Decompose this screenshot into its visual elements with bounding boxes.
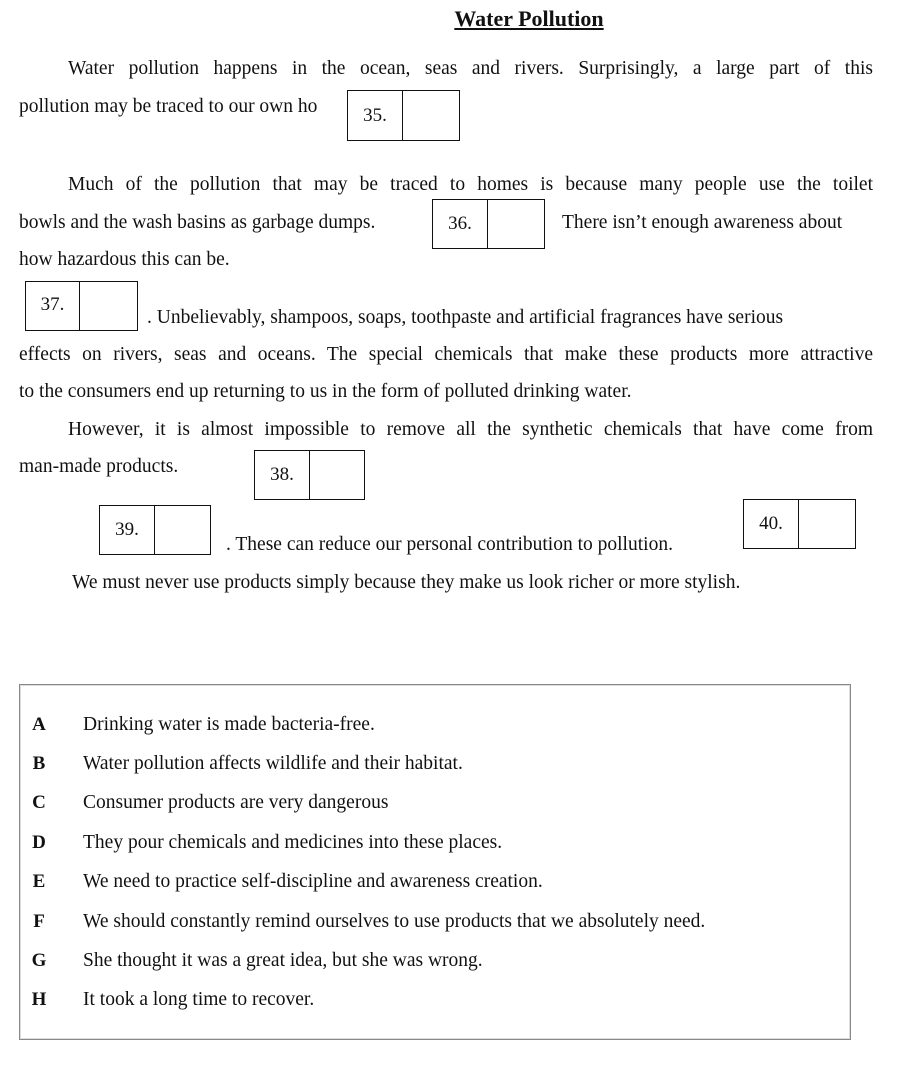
paragraph-2-line-2b: There isn’t enough awareness about xyxy=(562,212,843,233)
gap-number: 35. xyxy=(348,91,403,140)
answer-options-box xyxy=(19,684,851,1040)
option-d xyxy=(20,831,502,855)
option-h xyxy=(20,988,314,1012)
paragraph-1-line-2: pollution may be traced to our own ho xyxy=(19,96,318,117)
option-text: She thought it was a great idea, but she was wrong. xyxy=(83,950,483,971)
option-letter: F xyxy=(33,911,45,932)
paragraph-4-line-2: man-made products. xyxy=(19,456,179,477)
paragraph-2-line-1: Much of the pollution that may be traced to homes is because many people use the toilet xyxy=(68,174,873,195)
gap-number: 40. xyxy=(744,500,799,548)
gap-answer-field[interactable] xyxy=(488,200,544,248)
option-text: Drinking water is made bacteria-free. xyxy=(83,714,375,735)
option-a xyxy=(20,713,375,737)
gap-number: 38. xyxy=(255,451,310,499)
option-letter: H xyxy=(31,989,47,1010)
option-text: It took a long time to recover. xyxy=(83,989,315,1010)
option-f xyxy=(20,910,705,934)
page-title: Water Pollution xyxy=(454,6,604,31)
paragraph-3-line-1: . Unbelievably, shampoos, soaps, toothpaste and artificial fragrances have serious xyxy=(147,307,784,328)
option-text: We need to practice self-discipline and awareness creation. xyxy=(83,871,543,892)
gap-answer-field[interactable] xyxy=(403,91,459,140)
option-letter: G xyxy=(31,950,47,971)
paragraph-3-line-2: effects on rivers, seas and oceans. The special chemicals that make these products more attractive xyxy=(19,344,873,365)
option-letter: D xyxy=(32,832,46,853)
paragraph-5-line-1: . These can reduce our personal contribution to pollution. xyxy=(226,534,673,555)
option-letter: E xyxy=(32,871,46,892)
option-e xyxy=(20,870,543,894)
gap-number: 37. xyxy=(26,282,80,330)
gap-answer-field[interactable] xyxy=(80,282,137,330)
gap-answer-field[interactable] xyxy=(310,451,364,499)
option-c xyxy=(20,791,388,815)
option-g xyxy=(20,949,483,973)
paragraph-1-line-1: Water pollution happens in the ocean, seas and rivers. Surprisingly, a large part of this xyxy=(68,58,873,79)
paragraph-2-line-3: how hazardous this can be. xyxy=(19,249,230,270)
option-b xyxy=(20,752,463,776)
option-text: We should constantly remind ourselves to use products that we absolutely need. xyxy=(83,911,706,932)
option-letter: B xyxy=(32,753,46,774)
option-text: Water pollution affects wildlife and their habitat. xyxy=(83,753,463,774)
option-text: They pour chemicals and medicines into these places. xyxy=(83,832,503,853)
gap-37[interactable] xyxy=(25,281,138,331)
gap-number: 36. xyxy=(433,200,488,248)
gap-answer-field[interactable] xyxy=(799,500,855,548)
option-letter: A xyxy=(32,714,46,735)
gap-40[interactable] xyxy=(743,499,856,549)
paragraph-3-line-3: to the consumers end up returning to us in the form of polluted drinking water. xyxy=(19,381,632,402)
option-text: Consumer products are very dangerous xyxy=(83,792,389,813)
gap-39[interactable] xyxy=(99,505,211,555)
gap-38[interactable] xyxy=(254,450,365,500)
gap-number: 39. xyxy=(100,506,155,554)
paragraph-2-line-2a: bowls and the wash basins as garbage dumps. xyxy=(19,212,376,233)
paragraph-6-line-1: We must never use products simply because they make us look richer or more stylish. xyxy=(72,572,741,593)
paragraph-4-line-1: However, it is almost impossible to remove all the synthetic chemicals that have come from xyxy=(68,419,873,440)
gap-answer-field[interactable] xyxy=(155,506,210,554)
gap-36[interactable] xyxy=(432,199,545,249)
option-letter: C xyxy=(32,792,46,813)
gap-35[interactable] xyxy=(347,90,460,141)
